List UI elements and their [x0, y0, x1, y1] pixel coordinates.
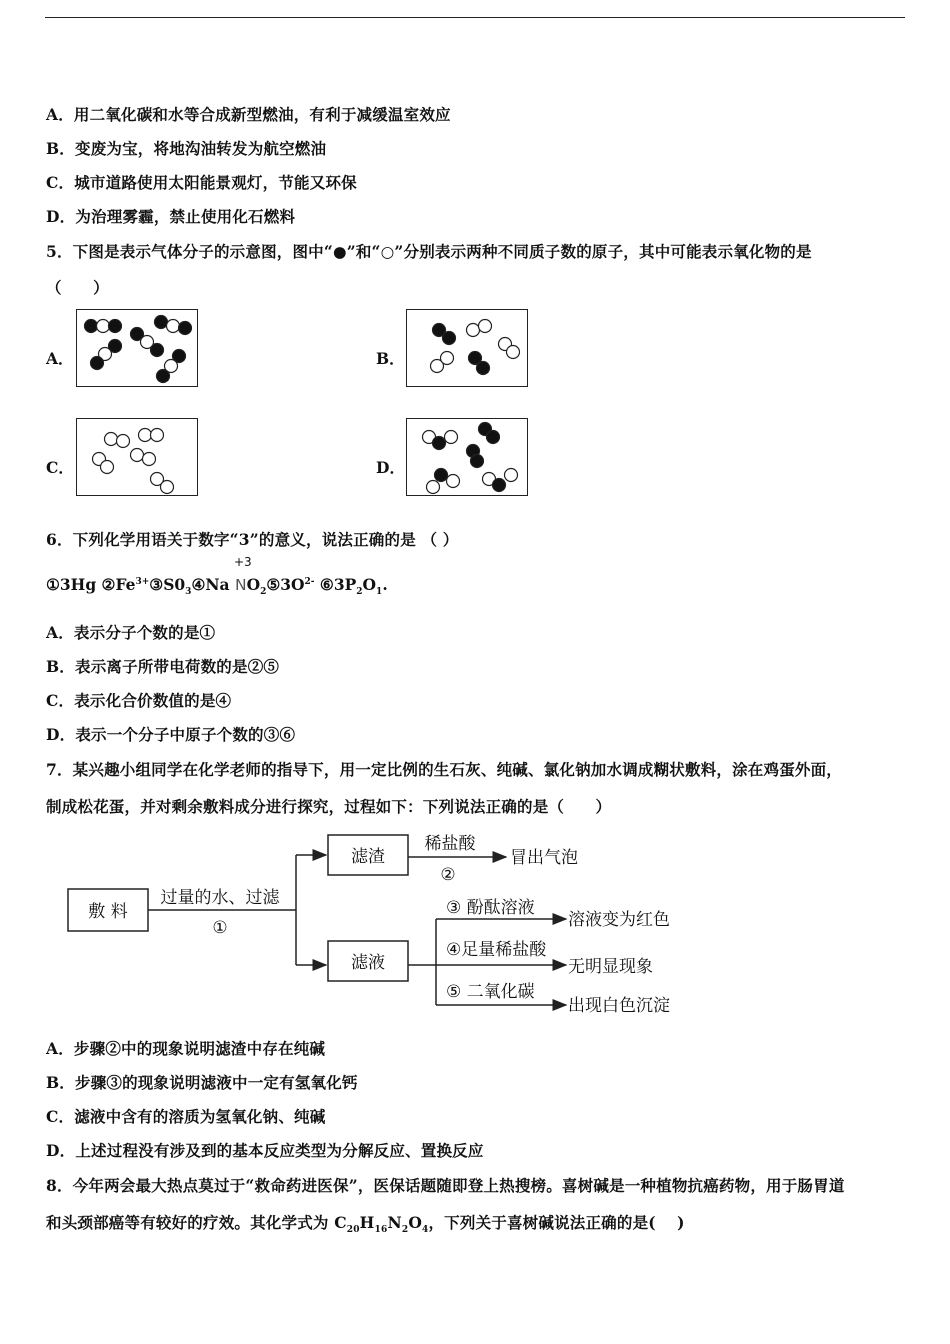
flow-hcl-label: 稀盐酸	[424, 834, 476, 854]
flow-step3-label: ③ 酚酞溶液	[446, 898, 535, 918]
q5-option-a-diagram[interactable]	[76, 309, 198, 387]
q8-stem-text: 和头颈部癌等有较好的疗效。其化学式为 C	[46, 1213, 347, 1232]
flow-step1-number: ①	[212, 918, 228, 938]
flow-step5-label: ⑤ 二氧化碳	[446, 982, 535, 1002]
q6-chemical-terms	[46, 555, 388, 598]
q6-period: .	[382, 575, 388, 594]
q6-option-d[interactable]: D．表示一个分子中原子个数的③⑥	[46, 725, 296, 744]
q5-stem: 5．下图是表示气体分子的示意图，图中“●”和“○”分别表示两种不同质子数的原子，其中可能表示氧化物的是	[46, 242, 812, 261]
flow-step5-result: 出现白色沉淀	[568, 996, 670, 1016]
q8-o-subscript: 4	[422, 1225, 429, 1236]
q5-option-c-diagram[interactable]	[76, 418, 198, 496]
q4-option-d[interactable]: D．为治理雾霾，禁止使用化石燃料	[46, 207, 296, 226]
q8-oxygen: O	[408, 1213, 423, 1232]
q6-term-3: ③S0	[149, 575, 186, 594]
q5-answer-paren: （ ）	[46, 278, 109, 297]
q6-valence-mark: +3	[233, 555, 252, 569]
q6-p-subscript: 2	[356, 587, 363, 598]
q8-nitrogen: N	[387, 1213, 402, 1232]
flow-filtrate-label: 滤液	[351, 953, 385, 973]
q4-option-a[interactable]: A．用二氧化碳和水等合成新型燃油，有利于减缓温室效应	[46, 105, 451, 124]
q5-option-b-diagram[interactable]	[406, 309, 528, 387]
q5-label-a[interactable]: A．	[46, 349, 74, 368]
flow-step4-label: ④足量稀盐酸	[446, 940, 547, 960]
q6-stem: 6．下列化学用语关于数字“3”的意义，说法正确的是 （ ）	[46, 530, 459, 549]
flow-start-label: 敷 料	[88, 902, 128, 922]
q6-term-6: ⑥3P	[314, 575, 357, 594]
q7-flowchart	[60, 825, 710, 1025]
q8-n-subscript: 2	[401, 1225, 409, 1236]
q5-label-d[interactable]: D．	[376, 458, 405, 477]
q7-option-b[interactable]: B．步骤③的现象说明滤液中一定有氢氧化钙	[46, 1073, 358, 1092]
q6-o-charge: 2-	[304, 576, 315, 587]
q7-option-d[interactable]: D．上述过程没有涉及到的基本反应类型为分解反应、置换反应	[46, 1141, 484, 1160]
header-rule	[45, 17, 905, 18]
q7-stem-line1: 7．某兴趣小组同学在化学老师的指导下，用一定比例的生石灰、纯碱、氯化钠加水调成糊状敷料，涂在鸡蛋外面，	[46, 760, 842, 779]
q8-hydrogen: H	[359, 1213, 375, 1232]
flow-step2-number: ②	[440, 865, 456, 885]
flow-step4-result: 无明显现象	[568, 957, 653, 977]
q5-label-c[interactable]: C．	[46, 458, 74, 477]
q6-p2o-oxygen: O	[362, 575, 377, 594]
flow-residue-label: 滤渣	[351, 847, 385, 867]
q7-option-c[interactable]: C．滤液中含有的溶质为氢氧化钠、纯碱	[46, 1107, 326, 1126]
q6-nitrogen-symbol: N	[234, 576, 247, 594]
q4-option-b[interactable]: B．变废为宝，将地沟油转发为航空燃油	[46, 139, 327, 158]
flow-step3-result: 溶液变为红色	[568, 910, 670, 930]
q8-c-subscript: 20	[346, 1225, 360, 1236]
molecule-diagram-b	[407, 310, 527, 386]
q6-o-subscript: 1	[376, 587, 383, 598]
q7-option-a[interactable]: A．步骤②中的现象说明滤渣中存在纯碱	[46, 1039, 326, 1058]
q6-no2-subscript: 2	[260, 587, 267, 598]
q4-option-c[interactable]: C．城市道路使用太阳能景观灯，节能又环保	[46, 173, 357, 192]
q6-option-c[interactable]: C．表示化合价数值的是④	[46, 691, 232, 710]
q8-h-subscript: 16	[374, 1225, 388, 1236]
molecule-diagram-c	[77, 419, 197, 495]
q5-option-d-diagram[interactable]	[406, 418, 528, 496]
q8-stem-line2	[46, 1211, 685, 1235]
q6-option-a[interactable]: A．表示分子个数的是①	[46, 623, 216, 642]
flow-step1-label: 过量的水、过滤	[160, 888, 280, 908]
q6-option-b[interactable]: B．表示离子所带电荷数的是②⑤	[46, 657, 280, 676]
molecule-diagram-a	[77, 310, 197, 386]
q6-oxygen: O	[246, 575, 261, 594]
q8-stem-question: ，下列关于喜树碱说法正确的是( )	[428, 1213, 685, 1232]
q6-nitrogen-valence	[233, 555, 252, 594]
q6-term-5: ⑤3O	[266, 575, 305, 594]
q8-stem-line1: 8．今年两会最大热点莫过于“救命药进医保”，医保话题随即登上热搜榜。喜树碱是一种植物抗癌药物，用于肠胃道	[46, 1176, 845, 1195]
q6-term-1-2: ①3Hg ②Fe	[46, 575, 136, 594]
q6-fe-charge: 3+	[135, 576, 150, 587]
molecule-diagram-d	[407, 419, 527, 495]
q7-stem-line2: 制成松花蛋，并对剩余敷料成分进行探究，过程如下：下列说法正确的是（ ）	[46, 797, 612, 816]
q6-so-subscript: 3	[185, 587, 192, 598]
q5-label-b[interactable]: B．	[376, 349, 405, 368]
flow-bubbles-result: 冒出气泡	[510, 848, 578, 868]
q6-term-4: ④Na	[191, 575, 235, 594]
